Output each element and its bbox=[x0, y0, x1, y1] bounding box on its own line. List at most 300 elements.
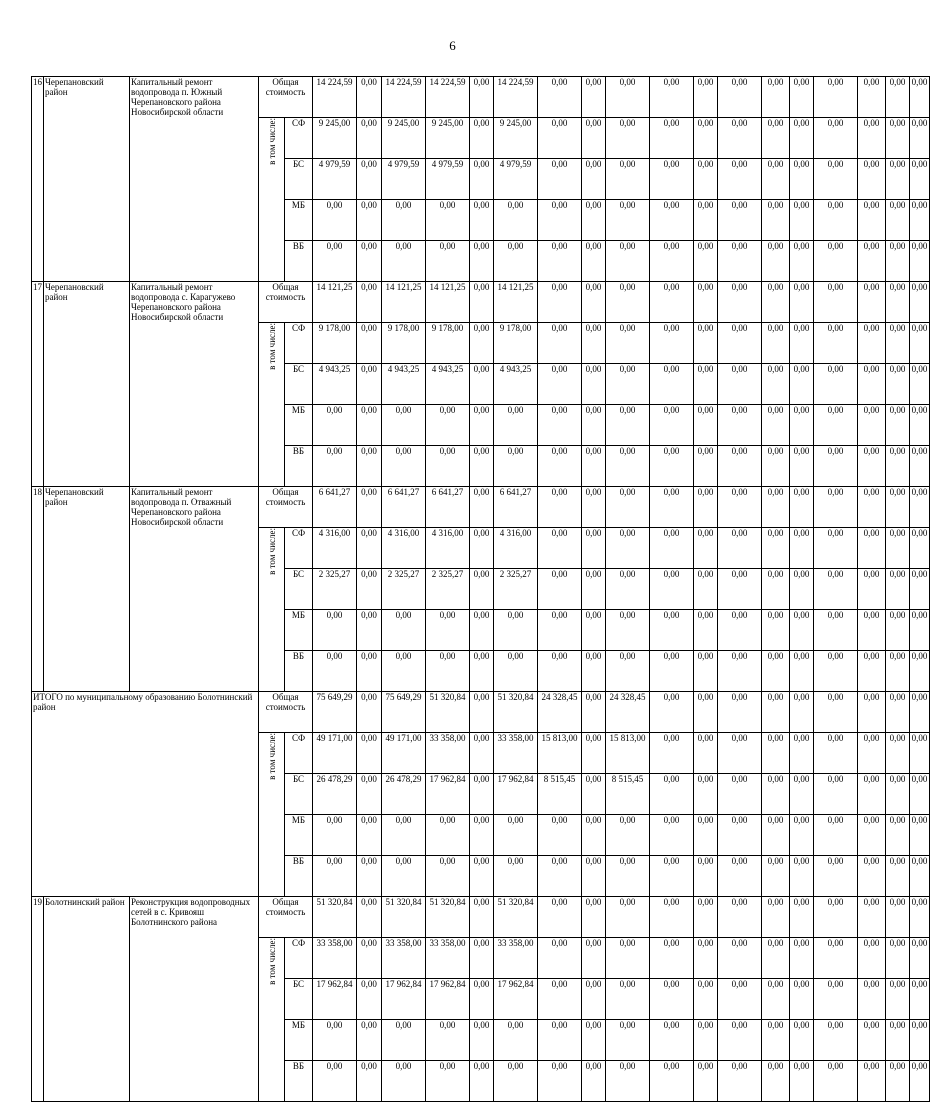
zero-cell: 0,00 bbox=[762, 364, 790, 405]
value-cell: 4 943,25 bbox=[382, 364, 426, 405]
source-code: БС bbox=[285, 569, 313, 610]
value-cell: 0,00 bbox=[538, 1061, 582, 1102]
district-name: Болотнинский район bbox=[44, 897, 130, 1102]
value-cell: 0,00 bbox=[357, 1061, 382, 1102]
zero-cell: 0,00 bbox=[910, 610, 930, 651]
value-cell: 9 178,00 bbox=[494, 323, 538, 364]
zero-cell: 0,00 bbox=[814, 405, 858, 446]
value-cell: 0,00 bbox=[357, 979, 382, 1020]
value-cell: 0,00 bbox=[494, 405, 538, 446]
value-cell: 0,00 bbox=[606, 159, 650, 200]
zero-cell: 0,00 bbox=[858, 979, 886, 1020]
zero-cell: 0,00 bbox=[814, 1020, 858, 1061]
value-cell: 0,00 bbox=[606, 815, 650, 856]
value-cell: 0,00 bbox=[382, 856, 426, 897]
value-cell: 0,00 bbox=[582, 323, 606, 364]
zero-cell: 0,00 bbox=[650, 528, 694, 569]
zero-cell: 0,00 bbox=[694, 364, 718, 405]
zero-cell: 0,00 bbox=[694, 733, 718, 774]
value-cell: 0,00 bbox=[538, 77, 582, 118]
value-cell: 17 962,84 bbox=[494, 979, 538, 1020]
zero-cell: 0,00 bbox=[762, 1061, 790, 1102]
zero-cell: 0,00 bbox=[910, 364, 930, 405]
value-cell: 17 962,84 bbox=[426, 774, 470, 815]
value-cell: 0,00 bbox=[382, 200, 426, 241]
zero-cell: 0,00 bbox=[718, 774, 762, 815]
zero-cell: 0,00 bbox=[910, 1020, 930, 1061]
value-cell: 6 641,27 bbox=[313, 487, 357, 528]
total-cost-label: Общая стоимость bbox=[259, 77, 313, 118]
district-name: Черепановский район bbox=[44, 487, 130, 692]
value-cell: 0,00 bbox=[494, 651, 538, 692]
zero-cell: 0,00 bbox=[762, 897, 790, 938]
zero-cell: 0,00 bbox=[910, 856, 930, 897]
zero-cell: 0,00 bbox=[814, 938, 858, 979]
zero-cell: 0,00 bbox=[762, 241, 790, 282]
value-cell: 0,00 bbox=[582, 856, 606, 897]
zero-cell: 0,00 bbox=[910, 528, 930, 569]
zero-cell: 0,00 bbox=[790, 282, 814, 323]
zero-cell: 0,00 bbox=[718, 323, 762, 364]
zero-cell: 0,00 bbox=[718, 733, 762, 774]
value-cell: 0,00 bbox=[357, 733, 382, 774]
value-cell: 0,00 bbox=[606, 856, 650, 897]
row-number: 18 bbox=[32, 487, 44, 692]
value-cell: 0,00 bbox=[538, 487, 582, 528]
zero-cell: 0,00 bbox=[886, 159, 910, 200]
zero-cell: 0,00 bbox=[858, 323, 886, 364]
zero-cell: 0,00 bbox=[650, 487, 694, 528]
zero-cell: 0,00 bbox=[886, 282, 910, 323]
zero-cell: 0,00 bbox=[650, 938, 694, 979]
zero-cell: 0,00 bbox=[762, 979, 790, 1020]
value-cell: 26 478,29 bbox=[313, 774, 357, 815]
value-cell: 0,00 bbox=[538, 815, 582, 856]
value-cell: 0,00 bbox=[470, 159, 494, 200]
source-code: МБ bbox=[285, 405, 313, 446]
zero-cell: 0,00 bbox=[718, 1061, 762, 1102]
zero-cell: 0,00 bbox=[790, 364, 814, 405]
value-cell: 0,00 bbox=[426, 610, 470, 651]
value-cell: 0,00 bbox=[357, 241, 382, 282]
value-cell: 0,00 bbox=[313, 815, 357, 856]
value-cell: 0,00 bbox=[382, 241, 426, 282]
zero-cell: 0,00 bbox=[858, 118, 886, 159]
zero-cell: 0,00 bbox=[858, 897, 886, 938]
zero-cell: 0,00 bbox=[650, 610, 694, 651]
value-cell: 33 358,00 bbox=[494, 733, 538, 774]
value-cell: 4 943,25 bbox=[494, 364, 538, 405]
zero-cell: 0,00 bbox=[650, 200, 694, 241]
zero-cell: 0,00 bbox=[762, 118, 790, 159]
zero-cell: 0,00 bbox=[910, 241, 930, 282]
value-cell: 15 813,00 bbox=[606, 733, 650, 774]
source-code: СФ bbox=[285, 528, 313, 569]
value-cell: 15 813,00 bbox=[538, 733, 582, 774]
source-code: СФ bbox=[285, 118, 313, 159]
zero-cell: 0,00 bbox=[762, 487, 790, 528]
zero-cell: 0,00 bbox=[650, 651, 694, 692]
value-cell: 0,00 bbox=[538, 241, 582, 282]
zero-cell: 0,00 bbox=[858, 77, 886, 118]
zero-cell: 0,00 bbox=[910, 1061, 930, 1102]
value-cell: 0,00 bbox=[538, 610, 582, 651]
district-name: Черепановский район bbox=[44, 282, 130, 487]
value-cell: 4 943,25 bbox=[313, 364, 357, 405]
value-cell: 51 320,84 bbox=[494, 897, 538, 938]
zero-cell: 0,00 bbox=[650, 405, 694, 446]
value-cell: 0,00 bbox=[538, 1020, 582, 1061]
value-cell: 0,00 bbox=[470, 282, 494, 323]
value-cell: 0,00 bbox=[606, 446, 650, 487]
zero-cell: 0,00 bbox=[718, 487, 762, 528]
value-cell: 0,00 bbox=[606, 282, 650, 323]
zero-cell: 0,00 bbox=[762, 569, 790, 610]
value-cell: 0,00 bbox=[357, 897, 382, 938]
value-cell: 0,00 bbox=[470, 897, 494, 938]
block-total-row bbox=[32, 897, 930, 938]
value-cell: 0,00 bbox=[382, 1020, 426, 1061]
zero-cell: 0,00 bbox=[694, 651, 718, 692]
value-cell: 0,00 bbox=[606, 364, 650, 405]
zero-cell: 0,00 bbox=[910, 323, 930, 364]
zero-cell: 0,00 bbox=[762, 815, 790, 856]
value-cell: 0,00 bbox=[494, 241, 538, 282]
value-cell: 9 245,00 bbox=[494, 118, 538, 159]
value-cell: 0,00 bbox=[582, 610, 606, 651]
value-cell: 0,00 bbox=[357, 610, 382, 651]
zero-cell: 0,00 bbox=[814, 118, 858, 159]
source-code: СФ bbox=[285, 323, 313, 364]
zero-cell: 0,00 bbox=[790, 446, 814, 487]
value-cell: 0,00 bbox=[582, 528, 606, 569]
zero-cell: 0,00 bbox=[814, 979, 858, 1020]
value-cell: 0,00 bbox=[494, 446, 538, 487]
value-cell: 0,00 bbox=[494, 1020, 538, 1061]
zero-cell: 0,00 bbox=[910, 979, 930, 1020]
zero-cell: 0,00 bbox=[858, 200, 886, 241]
page-number: 6 bbox=[449, 38, 456, 53]
zero-cell: 0,00 bbox=[814, 323, 858, 364]
value-cell: 0,00 bbox=[470, 528, 494, 569]
value-cell: 0,00 bbox=[582, 282, 606, 323]
value-cell: 0,00 bbox=[606, 897, 650, 938]
zero-cell: 0,00 bbox=[790, 118, 814, 159]
zero-cell: 0,00 bbox=[814, 241, 858, 282]
value-cell: 2 325,27 bbox=[494, 569, 538, 610]
value-cell: 14 121,25 bbox=[426, 282, 470, 323]
zero-cell: 0,00 bbox=[886, 405, 910, 446]
value-cell: 0,00 bbox=[582, 569, 606, 610]
value-cell: 9 178,00 bbox=[382, 323, 426, 364]
value-cell: 2 325,27 bbox=[313, 569, 357, 610]
zero-cell: 0,00 bbox=[694, 159, 718, 200]
zero-cell: 0,00 bbox=[886, 1020, 910, 1061]
zero-cell: 0,00 bbox=[718, 241, 762, 282]
value-cell: 0,00 bbox=[470, 1061, 494, 1102]
zero-cell: 0,00 bbox=[858, 282, 886, 323]
zero-cell: 0,00 bbox=[814, 897, 858, 938]
source-code: ВБ bbox=[285, 446, 313, 487]
value-cell: 0,00 bbox=[426, 241, 470, 282]
value-cell: 9 178,00 bbox=[313, 323, 357, 364]
value-cell: 4 316,00 bbox=[426, 528, 470, 569]
zero-cell: 0,00 bbox=[762, 323, 790, 364]
value-cell: 0,00 bbox=[494, 200, 538, 241]
zero-cell: 0,00 bbox=[790, 405, 814, 446]
value-cell: 0,00 bbox=[606, 323, 650, 364]
value-cell: 0,00 bbox=[582, 1020, 606, 1061]
zero-cell: 0,00 bbox=[886, 323, 910, 364]
zero-cell: 0,00 bbox=[910, 405, 930, 446]
zero-cell: 0,00 bbox=[718, 651, 762, 692]
zero-cell: 0,00 bbox=[910, 692, 930, 733]
zero-cell: 0,00 bbox=[650, 159, 694, 200]
funding-table bbox=[31, 76, 930, 1102]
zero-cell: 0,00 bbox=[694, 610, 718, 651]
value-cell: 0,00 bbox=[582, 159, 606, 200]
zero-cell: 0,00 bbox=[886, 815, 910, 856]
zero-cell: 0,00 bbox=[790, 733, 814, 774]
zero-cell: 0,00 bbox=[910, 446, 930, 487]
value-cell: 0,00 bbox=[538, 446, 582, 487]
value-cell: 4 979,59 bbox=[494, 159, 538, 200]
project-name: Капитальный ремонт водопровода с. Карагужево Черепановского района Новосибирской области bbox=[130, 282, 259, 487]
value-cell: 0,00 bbox=[470, 815, 494, 856]
value-cell: 0,00 bbox=[494, 856, 538, 897]
zero-cell: 0,00 bbox=[858, 487, 886, 528]
value-cell: 0,00 bbox=[470, 938, 494, 979]
value-cell: 0,00 bbox=[357, 282, 382, 323]
value-cell: 24 328,45 bbox=[538, 692, 582, 733]
zero-cell: 0,00 bbox=[650, 1061, 694, 1102]
zero-cell: 0,00 bbox=[858, 651, 886, 692]
value-cell: 8 515,45 bbox=[606, 774, 650, 815]
zero-cell: 0,00 bbox=[910, 774, 930, 815]
district-name: Черепановский район bbox=[44, 77, 130, 282]
value-cell: 0,00 bbox=[538, 979, 582, 1020]
value-cell: 0,00 bbox=[313, 241, 357, 282]
value-cell: 14 224,59 bbox=[382, 77, 426, 118]
value-cell: 0,00 bbox=[606, 569, 650, 610]
zero-cell: 0,00 bbox=[762, 692, 790, 733]
project-name: Капитальный ремонт водопровода п. Отважный Черепановского района Новосибирской области bbox=[130, 487, 259, 692]
value-cell: 0,00 bbox=[382, 446, 426, 487]
value-cell: 0,00 bbox=[538, 323, 582, 364]
zero-cell: 0,00 bbox=[694, 200, 718, 241]
value-cell: 0,00 bbox=[470, 1020, 494, 1061]
zero-cell: 0,00 bbox=[650, 446, 694, 487]
value-cell: 0,00 bbox=[538, 528, 582, 569]
zero-cell: 0,00 bbox=[886, 651, 910, 692]
zero-cell: 0,00 bbox=[762, 774, 790, 815]
value-cell: 0,00 bbox=[538, 282, 582, 323]
value-cell: 0,00 bbox=[382, 651, 426, 692]
zero-cell: 0,00 bbox=[858, 446, 886, 487]
source-code: БС bbox=[285, 979, 313, 1020]
zero-cell: 0,00 bbox=[718, 200, 762, 241]
including-text: в том числе: bbox=[266, 733, 277, 780]
value-cell: 0,00 bbox=[357, 446, 382, 487]
value-cell: 0,00 bbox=[357, 938, 382, 979]
zero-cell: 0,00 bbox=[886, 200, 910, 241]
value-cell: 0,00 bbox=[606, 979, 650, 1020]
zero-cell: 0,00 bbox=[910, 118, 930, 159]
value-cell: 0,00 bbox=[470, 569, 494, 610]
value-cell: 24 328,45 bbox=[606, 692, 650, 733]
zero-cell: 0,00 bbox=[718, 77, 762, 118]
value-cell: 0,00 bbox=[582, 487, 606, 528]
zero-cell: 0,00 bbox=[694, 856, 718, 897]
value-cell: 6 641,27 bbox=[382, 487, 426, 528]
zero-cell: 0,00 bbox=[718, 159, 762, 200]
zero-cell: 0,00 bbox=[718, 118, 762, 159]
zero-cell: 0,00 bbox=[694, 528, 718, 569]
source-code: МБ bbox=[285, 815, 313, 856]
zero-cell: 0,00 bbox=[910, 282, 930, 323]
value-cell: 0,00 bbox=[494, 610, 538, 651]
including-text: в том числе: bbox=[266, 528, 277, 575]
zero-cell: 0,00 bbox=[790, 651, 814, 692]
zero-cell: 0,00 bbox=[910, 200, 930, 241]
value-cell: 4 979,59 bbox=[426, 159, 470, 200]
including-text: в том числе: bbox=[266, 118, 277, 165]
zero-cell: 0,00 bbox=[650, 692, 694, 733]
value-cell: 0,00 bbox=[470, 774, 494, 815]
zero-cell: 0,00 bbox=[650, 1020, 694, 1061]
zero-cell: 0,00 bbox=[762, 159, 790, 200]
source-code: ВБ bbox=[285, 651, 313, 692]
zero-cell: 0,00 bbox=[694, 241, 718, 282]
row-number: 16 bbox=[32, 77, 44, 282]
zero-cell: 0,00 bbox=[886, 979, 910, 1020]
value-cell: 0,00 bbox=[313, 405, 357, 446]
zero-cell: 0,00 bbox=[814, 774, 858, 815]
zero-cell: 0,00 bbox=[814, 282, 858, 323]
zero-cell: 0,00 bbox=[790, 815, 814, 856]
value-cell: 0,00 bbox=[538, 897, 582, 938]
zero-cell: 0,00 bbox=[814, 446, 858, 487]
value-cell: 51 320,84 bbox=[426, 692, 470, 733]
value-cell: 0,00 bbox=[470, 733, 494, 774]
value-cell: 51 320,84 bbox=[494, 692, 538, 733]
zero-cell: 0,00 bbox=[762, 610, 790, 651]
zero-cell: 0,00 bbox=[886, 1061, 910, 1102]
value-cell: 2 325,27 bbox=[382, 569, 426, 610]
zero-cell: 0,00 bbox=[790, 938, 814, 979]
value-cell: 0,00 bbox=[382, 1061, 426, 1102]
zero-cell: 0,00 bbox=[790, 323, 814, 364]
zero-cell: 0,00 bbox=[718, 446, 762, 487]
value-cell: 0,00 bbox=[538, 856, 582, 897]
value-cell: 49 171,00 bbox=[382, 733, 426, 774]
zero-cell: 0,00 bbox=[718, 979, 762, 1020]
zero-cell: 0,00 bbox=[886, 856, 910, 897]
value-cell: 9 245,00 bbox=[382, 118, 426, 159]
zero-cell: 0,00 bbox=[814, 856, 858, 897]
value-cell: 6 641,27 bbox=[494, 487, 538, 528]
value-cell: 0,00 bbox=[357, 856, 382, 897]
value-cell: 0,00 bbox=[357, 200, 382, 241]
value-cell: 0,00 bbox=[313, 446, 357, 487]
total-cost-label: Общая стоимость bbox=[259, 897, 313, 938]
zero-cell: 0,00 bbox=[650, 77, 694, 118]
zero-cell: 0,00 bbox=[886, 77, 910, 118]
value-cell: 0,00 bbox=[606, 528, 650, 569]
zero-cell: 0,00 bbox=[814, 528, 858, 569]
zero-cell: 0,00 bbox=[886, 938, 910, 979]
zero-cell: 0,00 bbox=[886, 364, 910, 405]
value-cell: 0,00 bbox=[313, 1020, 357, 1061]
zero-cell: 0,00 bbox=[650, 282, 694, 323]
value-cell: 0,00 bbox=[357, 323, 382, 364]
value-cell: 0,00 bbox=[357, 487, 382, 528]
value-cell: 9 245,00 bbox=[426, 118, 470, 159]
zero-cell: 0,00 bbox=[886, 774, 910, 815]
zero-cell: 0,00 bbox=[790, 897, 814, 938]
value-cell: 0,00 bbox=[538, 405, 582, 446]
zero-cell: 0,00 bbox=[910, 815, 930, 856]
value-cell: 0,00 bbox=[426, 651, 470, 692]
zero-cell: 0,00 bbox=[718, 528, 762, 569]
zero-cell: 0,00 bbox=[718, 405, 762, 446]
value-cell: 14 121,25 bbox=[382, 282, 426, 323]
value-cell: 0,00 bbox=[382, 815, 426, 856]
zero-cell: 0,00 bbox=[650, 733, 694, 774]
value-cell: 51 320,84 bbox=[382, 897, 426, 938]
value-cell: 0,00 bbox=[313, 610, 357, 651]
zero-cell: 0,00 bbox=[814, 159, 858, 200]
zero-cell: 0,00 bbox=[858, 856, 886, 897]
including-label bbox=[259, 938, 285, 1102]
value-cell: 0,00 bbox=[582, 1061, 606, 1102]
zero-cell: 0,00 bbox=[814, 692, 858, 733]
source-code: МБ bbox=[285, 1020, 313, 1061]
project-name: Капитальный ремонт водопровода п. Южный Черепановского района Новосибирской области bbox=[130, 77, 259, 282]
value-cell: 0,00 bbox=[606, 938, 650, 979]
value-cell: 0,00 bbox=[313, 651, 357, 692]
value-cell: 6 641,27 bbox=[426, 487, 470, 528]
zero-cell: 0,00 bbox=[790, 692, 814, 733]
zero-cell: 0,00 bbox=[694, 77, 718, 118]
value-cell: 0,00 bbox=[606, 200, 650, 241]
value-cell: 14 224,59 bbox=[426, 77, 470, 118]
source-code: МБ bbox=[285, 200, 313, 241]
zero-cell: 0,00 bbox=[790, 856, 814, 897]
zero-cell: 0,00 bbox=[762, 733, 790, 774]
value-cell: 33 358,00 bbox=[426, 938, 470, 979]
zero-cell: 0,00 bbox=[886, 487, 910, 528]
zero-cell: 0,00 bbox=[762, 405, 790, 446]
zero-cell: 0,00 bbox=[858, 1020, 886, 1061]
zero-cell: 0,00 bbox=[694, 282, 718, 323]
value-cell: 0,00 bbox=[538, 200, 582, 241]
zero-cell: 0,00 bbox=[886, 692, 910, 733]
total-cost-label: Общая стоимость bbox=[259, 282, 313, 323]
value-cell: 0,00 bbox=[470, 364, 494, 405]
block-total-row bbox=[32, 487, 930, 528]
zero-cell: 0,00 bbox=[790, 569, 814, 610]
value-cell: 49 171,00 bbox=[313, 733, 357, 774]
value-cell: 0,00 bbox=[470, 77, 494, 118]
zero-cell: 0,00 bbox=[694, 774, 718, 815]
value-cell: 4 316,00 bbox=[382, 528, 426, 569]
zero-cell: 0,00 bbox=[790, 241, 814, 282]
source-code: СФ bbox=[285, 938, 313, 979]
value-cell: 0,00 bbox=[426, 200, 470, 241]
value-cell: 4 943,25 bbox=[426, 364, 470, 405]
value-cell: 51 320,84 bbox=[426, 897, 470, 938]
